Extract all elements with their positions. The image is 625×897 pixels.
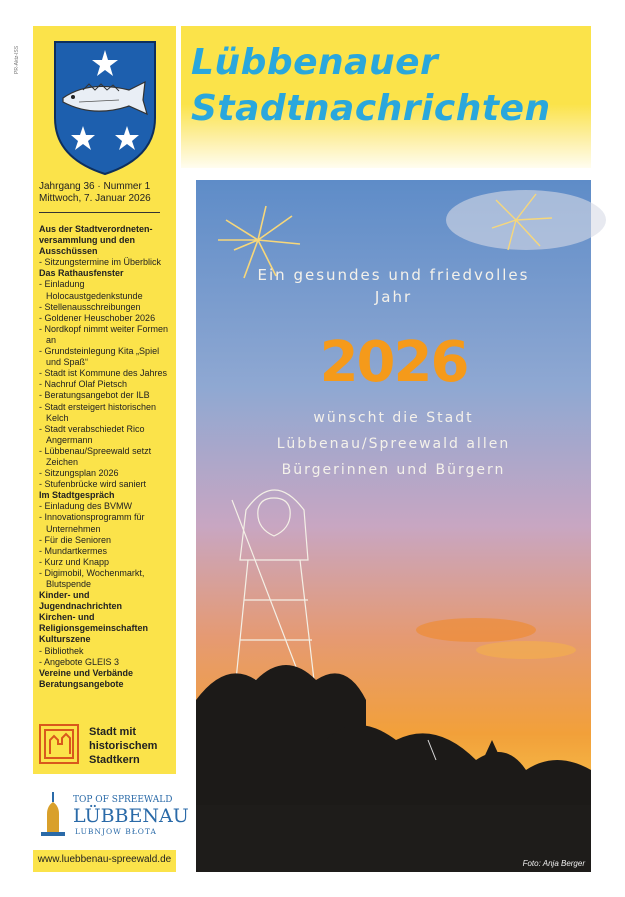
toc-section-heading: Aus der Stadtverordneten-versammlung und den Ausschüssen [39, 224, 153, 257]
brand-sub: LUBNJOW BŁOTA [75, 827, 157, 836]
historic-badge-line3: Stadtkern [89, 754, 140, 766]
table-of-contents [39, 224, 174, 690]
toc-section-heading: Kulturszene [39, 634, 91, 645]
masthead [181, 26, 591, 168]
sidebar [33, 26, 176, 774]
brand-name: LÜBBENAU [73, 805, 189, 827]
website-bar [33, 850, 176, 872]
toc-item: - Stufenbrücke wird saniert [39, 479, 147, 490]
toc-section-heading: Kinder- und Jugendnachrichten [39, 590, 123, 612]
toc-section-heading: Das Rathausfenster [39, 268, 124, 279]
historic-badge-line2: historischem [89, 740, 158, 752]
greeting-line2: Jahr [374, 288, 413, 306]
toc-section-heading: Kirchen- und Religionsgemeinschaften [39, 612, 149, 634]
issue-volume: Jahrgang 36 · Nummer 1 [39, 181, 151, 192]
toc-item: - Angebote GLEIS 3 [39, 656, 120, 667]
historic-town-badge [39, 722, 174, 772]
toc-item: - Nordkopf nimmt weiter Formen an [39, 323, 169, 345]
toc-item: - Digimobil, Wochenmarkt, Blutspende [39, 567, 145, 589]
spreewald-logo-icon [33, 784, 189, 842]
issue-date: Mittwoch, 7. Januar 2026 [39, 193, 151, 204]
toc-item: - Einladung des BVMW [39, 501, 133, 512]
brand-top: TOP OF SPREEWALD [73, 795, 173, 805]
wish-line3: Bürgerinnen und Bürgern [281, 462, 506, 478]
toc-item: - Bibliothek [39, 645, 84, 656]
toc-item: - Lübbenau/Spreewald setzt Zeichen [39, 445, 152, 467]
wish-line1: wünscht die Stadt [313, 410, 474, 426]
photo-credit: Foto: Anja Berger [522, 859, 585, 868]
historic-badge-line1: Stadt mit [89, 726, 137, 738]
toc-item: - Kurz und Knapp [39, 556, 110, 567]
toc-item: - Mundartkermes [39, 545, 108, 556]
masthead-title [191, 40, 551, 132]
greeting-line1: Ein gesundes und friedvolles [257, 266, 530, 284]
toc-section-heading: Vereine und Verbände [39, 667, 134, 678]
toc-item: - Beratungsangebot der ILB [39, 390, 150, 401]
issue-info [39, 181, 151, 205]
toc-item: - Sitzungsplan 2026 [39, 468, 119, 479]
toc-item: - Nachruf Olaf Pietsch [39, 379, 128, 390]
toc-item: - Stadt ersteigert historischen Kelch [39, 401, 157, 423]
toc-section-heading: Beratungsangebote [39, 678, 124, 689]
historic-town-icon [39, 724, 79, 764]
edge-code: PR-Aktz-ISS [14, 45, 20, 74]
coat-of-arms-icon [49, 38, 161, 178]
toc-item: - Grundsteinlegung Kita „Spiel und Spaß“ [39, 346, 160, 368]
toc-item: - Stellenausschreibungen [39, 301, 141, 312]
toc-item: - Für die Senioren [39, 534, 112, 545]
masthead-title-line2: Stadtnachrichten [191, 88, 551, 129]
website-link[interactable]: www.luebbenau-spreewald.de [37, 854, 172, 865]
toc-item: - Sitzungstermine im Überblick [39, 257, 162, 268]
toc-item: - Stadt verabschiedet Rico Angermann [39, 423, 145, 445]
wish-line2: Lübbenau/Spreewald allen [276, 436, 511, 452]
toc-section-heading: Im Stadtgespräch [39, 490, 115, 501]
divider [39, 212, 160, 213]
toc-item: - Goldener Heuschober 2026 [39, 312, 156, 323]
toc-item: - Innovationsprogramm für Unternehmen [39, 512, 145, 534]
toc-item: - Stadt ist Kommune des Jahres [39, 368, 168, 379]
new-year: 2026 [319, 330, 468, 395]
masthead-title-line1: Lübbenauer [191, 42, 439, 83]
toc-item: - Einladung Holocaustgedenkstunde [39, 279, 143, 301]
cover-photo [196, 180, 591, 872]
luebbenau-brand-logo [33, 784, 189, 842]
